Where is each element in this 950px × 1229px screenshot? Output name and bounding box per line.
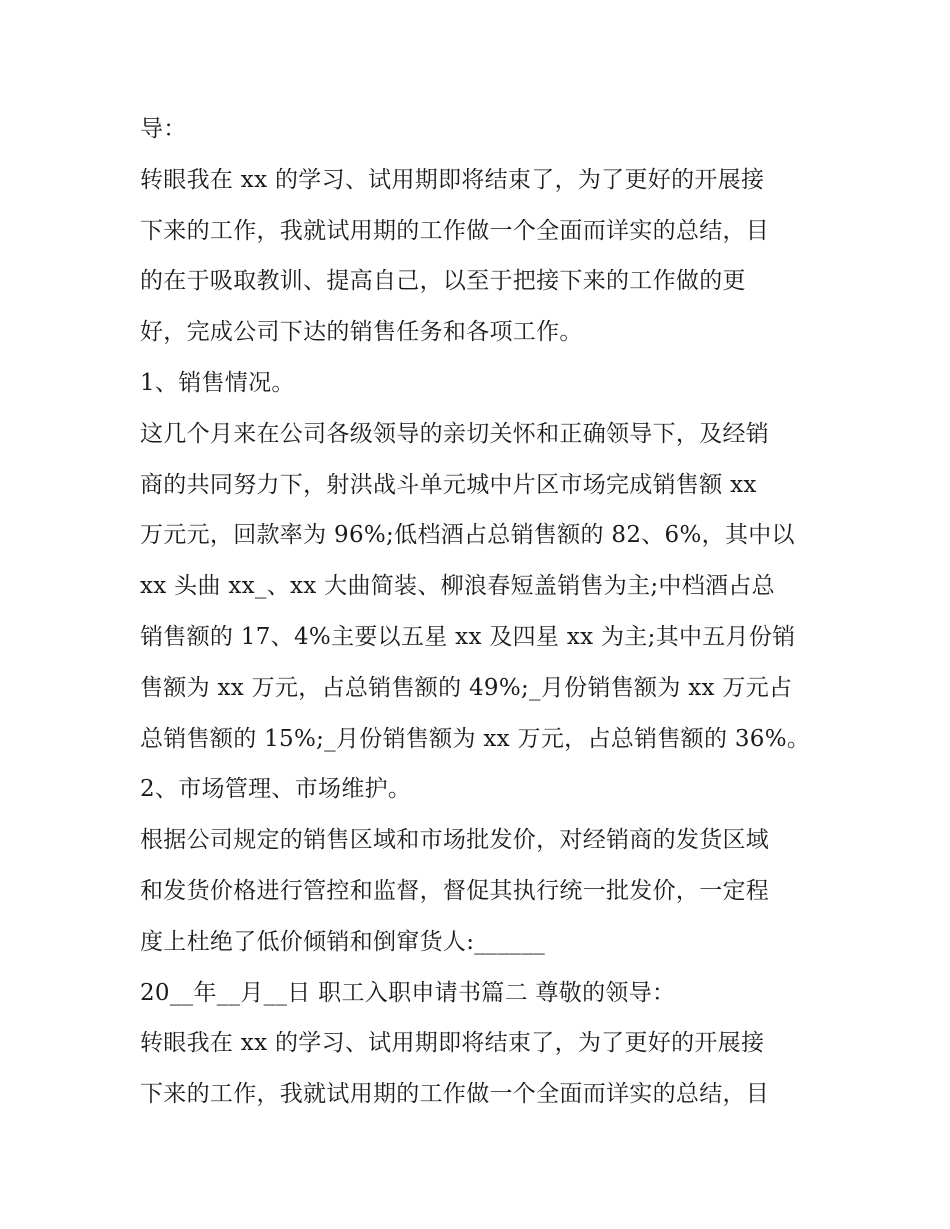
section-heading: 2、市场管理、市场维护。 [140, 776, 412, 803]
text-line: 商的共同努力下，射洪战斗单元城中片区市场完成销售额 xx [140, 471, 757, 498]
text-line: 导： [140, 116, 187, 142]
text-line: 和发货价格进行管控和监督，督促其执行统一批发价，一定程 [140, 877, 770, 904]
text-line: 万元元，回款率为 96%;低档酒占总销售额的 82、6%，其中以 [140, 522, 795, 549]
document-body [140, 104, 830, 1120]
text-line: 20__年__月__日 职工入职申请书篇二 尊敬的领导： [140, 979, 676, 1006]
text-line: 下来的工作，我就试用期的工作做一个全面而详实的总结，目 [140, 217, 770, 244]
text-line: 转眼我在 xx 的学习、试用期即将结束了，为了更好的开展接 [140, 166, 765, 193]
text-line: 好，完成公司下达的销售任务和各项工作。 [140, 319, 583, 346]
text-line: 度上杜绝了低价倾销和倒窜货人:______ [140, 928, 546, 955]
text-line: 总销售额的 15%;_月份销售额为 xx 万元，占总销售额的 36%。 [140, 725, 811, 752]
text-line: 转眼我在 xx 的学习、试用期即将结束了，为了更好的开展接 [140, 1030, 765, 1057]
text-line: 售额为 xx 万元，占总销售额的 49%;_月份销售额为 xx 万元占 [140, 674, 793, 701]
text-line: xx 头曲 xx_、xx 大曲简装、柳浪春短盖销售为主;中档酒占总 [140, 573, 775, 600]
text-line: 的在于吸取教训、提高自己，以至于把接下来的工作做的更 [140, 268, 746, 295]
section-heading: 1、销售情况。 [140, 369, 295, 396]
text-line: 销售额的 17、4%主要以五星 xx 及四星 xx 为主;其中五月份销 [140, 623, 796, 650]
text-line: 下来的工作，我就试用期的工作做一个全面而详实的总结，目 [140, 1081, 770, 1108]
text-line: 根据公司规定的销售区域和市场批发价，对经销商的发货区域 [140, 827, 770, 854]
text-line: 这几个月来在公司各级领导的亲切关怀和正确领导下，及经销 [140, 420, 770, 447]
